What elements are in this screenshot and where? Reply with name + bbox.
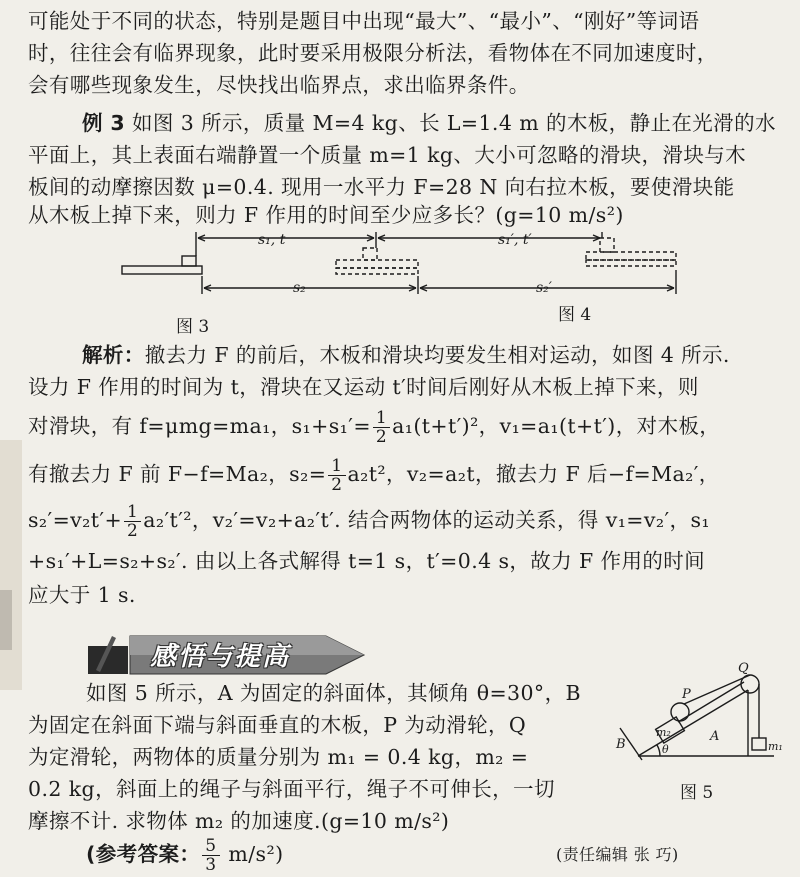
text-span: s₂′=v₂t′+ [28, 508, 123, 532]
fraction-numerator: 1 [373, 409, 390, 428]
fraction-denominator: 2 [127, 521, 139, 541]
problem-line: 如图 5 所示，A 为固定的斜面体，其倾角 θ=30°，B [86, 681, 581, 705]
fraction [373, 409, 390, 446]
equation-line [28, 404, 780, 448]
text-span: a₂′t′²，v₂′=v₂+a₂′t′. 结合两物体的运动关系，得 v₁=v₂′，s₁ [143, 508, 710, 532]
equation-line [28, 452, 780, 496]
answer-line [86, 834, 386, 874]
figure-4-caption: 图 4 [558, 305, 592, 325]
label-m2: m₂ [656, 726, 671, 739]
answer-fraction [202, 837, 219, 874]
text-line: 设力 F 作用的时间为 t，滑块在又运动 t′时间后刚好从木板上掉下来，则 [28, 375, 699, 399]
fraction [124, 503, 141, 540]
label-s2p: s₂′ [536, 280, 552, 296]
fraction-numerator: 1 [328, 457, 345, 476]
fraction [328, 457, 345, 494]
text-span: 撤去力 F 的前后，木板和滑块均要发生相对运动，如图 4 所示. [144, 343, 730, 367]
equation-line [28, 498, 780, 542]
text-line: 应大于 1 s. [28, 583, 136, 607]
text-line: 时，往往会有临界现象，此时要采用极限分析法，看物体在不同加速度时， [28, 41, 718, 65]
text-line: +s₁′+L=s₂+s₂′. 由以上各式解得 t=1 s，t′=0.4 s，故力 F 作用的时间 [28, 549, 706, 573]
example-label: 例 3 [82, 111, 126, 135]
answer-unit: m/s²) [221, 842, 284, 866]
fraction-denominator: 3 [205, 855, 217, 875]
label-P: P [682, 687, 691, 702]
example-line [82, 108, 782, 138]
motion-diagram [118, 230, 748, 310]
editor-credit: (责任编辑 张 巧) [556, 845, 679, 864]
solution-line [82, 340, 782, 370]
answer-label: (参考答案： [86, 842, 201, 866]
label-A: A [710, 729, 720, 744]
text-span: 如图 3 所示，质量 M=4 kg、长 L=1.4 m 的木板，静止在光滑的水 [125, 111, 776, 135]
label-s1-t: s₁, t [258, 232, 286, 248]
label-s1p-tp: s₁′, t′ [498, 232, 532, 248]
fraction-numerator: 1 [124, 503, 141, 522]
label-s2: s₂ [293, 280, 306, 296]
label-B: B [616, 737, 626, 752]
text-line: 平面上，其上表面右端静置一个质量 m=1 kg、大小可忽略的滑块，滑块与木 [28, 143, 747, 167]
problem-line: 0.2 kg，斜面上的绳子与斜面平行，绳子不可伸长，一切 [28, 777, 555, 801]
text-span: a₂t²，v₂=a₂t，撤去力 F 后−f=Ma₂′， [347, 462, 720, 486]
fraction-denominator: 2 [331, 475, 343, 495]
text-line: 板间的动摩擦因数 μ=0.4. 现用一水平力 F=28 N 向右拉木板，要使滑块能 [28, 175, 735, 199]
text-span: 对滑块，有 f=μmg=ma₁，s₁+s₁′= [28, 414, 371, 438]
problem-line: 为固定在斜面下端与斜面垂直的木板，P 为动滑轮，Q [28, 713, 527, 737]
text-line: 会有哪些现象发生，尽快找出临界点，求出临界条件。 [28, 73, 530, 97]
label-Q: Q [738, 661, 749, 676]
label-theta: θ [662, 743, 669, 756]
text-line: 可能处于不同的状态，特别是题目中出现“最大”、“最小”、“刚好”等词语 [28, 9, 700, 33]
text-span: 有撤去力 F 前 F−f=Ma₂，s₂= [28, 462, 327, 486]
figure-5-caption: 图 5 [680, 783, 714, 803]
incline-pulley-diagram [598, 660, 783, 775]
fraction-numerator: 5 [202, 837, 219, 856]
solution-label: 解析： [82, 343, 145, 367]
section-banner-title: 感悟与提高 [150, 642, 291, 672]
problem-line: 摩擦不计. 求物体 m₂ 的加速度.(g=10 m/s²) [28, 809, 450, 833]
page-edge-strip [0, 440, 22, 690]
text-span: a₁(t+t′)²，v₁=a₁(t+t′)，对木板， [392, 414, 721, 438]
fraction-denominator: 2 [375, 427, 388, 447]
label-m1: m₁ [768, 740, 783, 753]
problem-line: 为定滑轮，两物体的质量分别为 m₁ = 0.4 kg，m₂ = [28, 745, 529, 769]
figure-3-caption: 图 3 [176, 317, 210, 337]
text-line: 从木板上掉下来，则力 F 作用的时间至少应多长？(g=10 m/s²) [28, 203, 624, 227]
